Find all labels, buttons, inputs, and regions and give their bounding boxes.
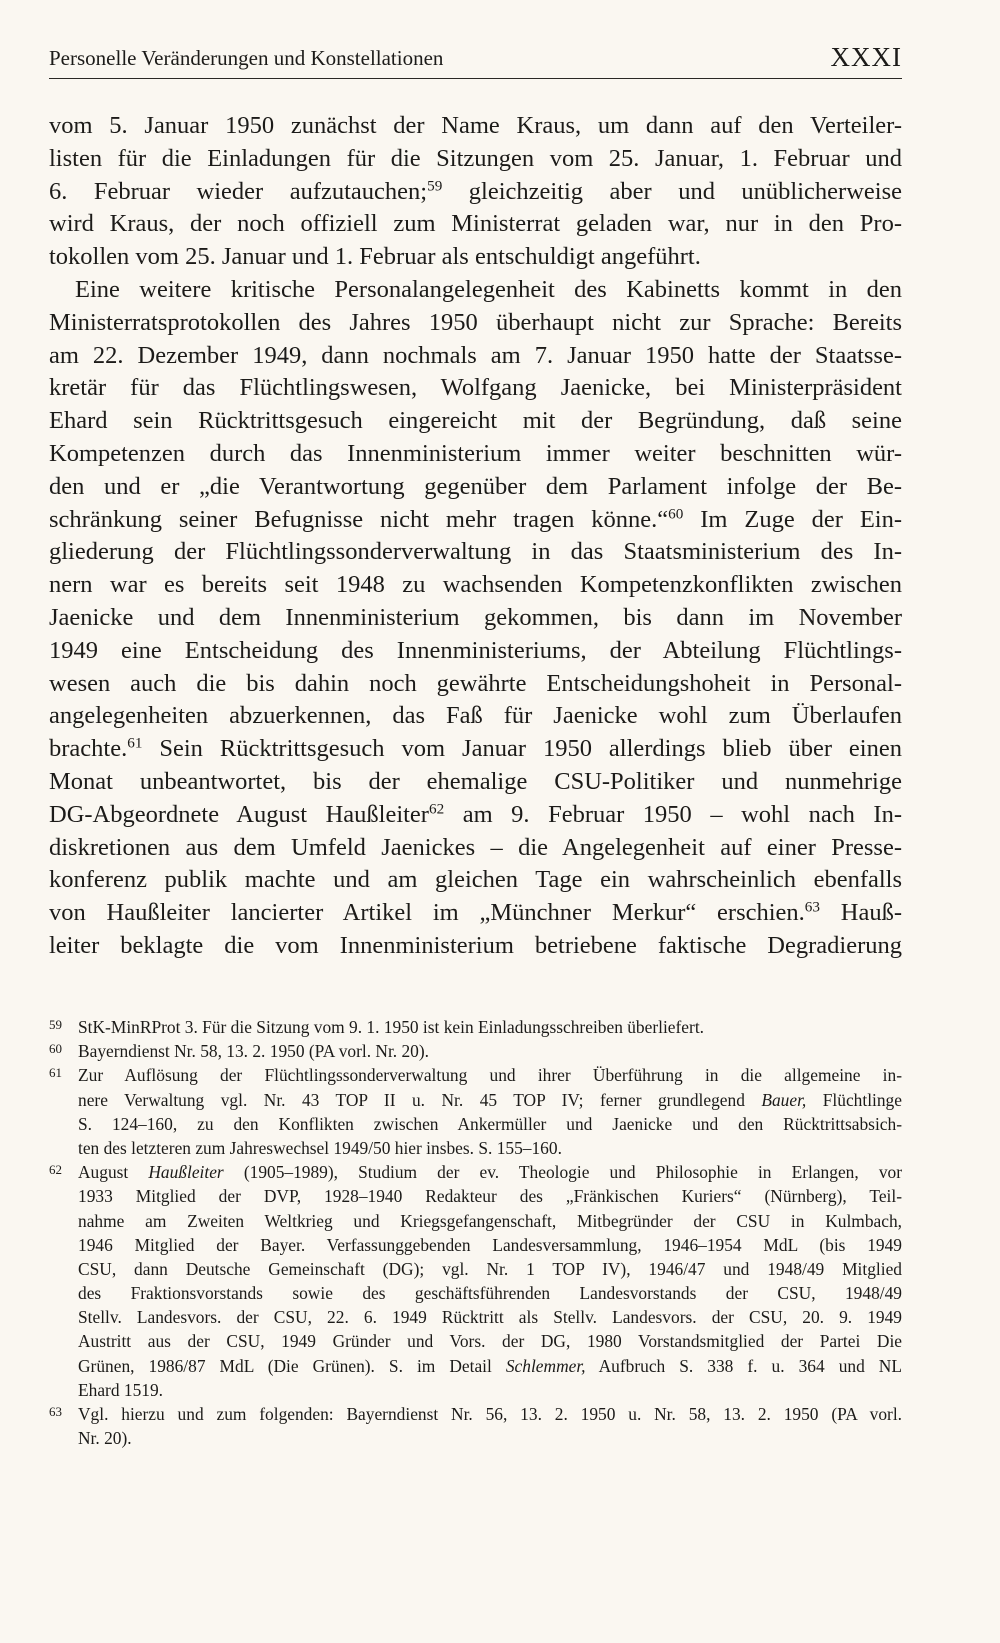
- text-line: von Haußleiter lancierter Artikel im „Münchner Merkur“ erschien.$^{63}$ Hauß-: [49, 898, 902, 927]
- text-line: Ehard sein Rücktrittsgesuch eingereicht mit der Begründung, daß seine: [49, 407, 902, 435]
- person-name: Haußleiter: [148, 1162, 224, 1183]
- text-line: leiter beklagte die vom Innenministerium betriebene faktische Degradierung: [49, 931, 902, 959]
- footnote-ref[interactable]: 60: [668, 505, 684, 523]
- footnote-number: 63: [49, 1404, 62, 1419]
- text-line: kretär für das Flüchtlingswesen, Wolfgang Jaenicke, bei Ministerpräsident: [49, 374, 902, 402]
- text-line: DG-Abgeordnete August Haußleiter$^{62}$ am 9. Februar 1950 – wohl nach In-: [49, 800, 902, 828]
- footnote-61: 61 Zur Auflösung der Flüchtlingssonderverwaltung und ihrer Überführung in die allgemeine in- nere Verwaltung vgl. Nr. 43 TOP II u. Nr. 45 TOP IV; ferner grundlegend Bauer, Flüchtlinge S. 124–160, zu den Konflikten zwischen Ankermüller und Jaenicke und den Rücktrittsabsich- ten des letzteren zum Jahreswechsel 1949/50 hier insbes. S. 155–160.: [49, 1063, 902, 1160]
- author-name: Schlemmer,: [505, 1355, 586, 1376]
- text-line: vom 5. Januar 1950 zunächst der Name Kraus, um dann auf den Verteiler-: [49, 112, 902, 139]
- footnote-62: 62 August Haußleiter (1905–1989), Studium der ev. Theologie und Philosophie in Erlangen, vor 1933 Mitglied der DVP, 1928–1940 Redakteur des „Fränkischen Kuriers“ (Nürnberg), Teil- nahme am Zweiten Weltkrieg und Kriegsgefangenschaft, Mitbegründer der CSU in Kulmbach, 1946 Mitglied der Bayer. Verfassunggebenden Landesversammlung, 1946–1954 MdL (bis 1949 CSU, dann Deutsche Gemeinschaft (DG); vgl. Nr. 1 TOP IV), 1946/47 und 1948/49 Mitglied des Fraktionsvorstands sowie des geschäftsführenden Landesvorstands der CSU, 1948/49 Stellv. Landesvors. der CSU, 22. 6. 1949 Rücktritt als Stellv. Landesvors. der CSU, 20. 9. 1949 Austritt aus der CSU, 1949 Gründer und Vors. der DG, 1980 Vorstandsmitglied der Partei Die Grünen, 1986/87 MdL (Die Grünen). S. im Detail Schlemmer, Aufbruch S. 338 f. u. 364 und NL Ehard 1519.: [49, 1160, 902, 1402]
- text-line: listen für die Einladungen für die Sitzungen vom 25. Januar, 1. Februar und: [49, 144, 902, 172]
- text-line: Monat unbeantwortet, bis der ehemalige CSU-Politiker und nunmehrige: [49, 767, 902, 795]
- running-title: Personelle Veränderungen und Konstellationen: [49, 46, 444, 70]
- footnote-number: 61: [49, 1065, 62, 1081]
- footnote-ref[interactable]: 59: [427, 177, 443, 195]
- author-name: Bauer,: [761, 1089, 807, 1110]
- page-number: XXXI: [830, 42, 902, 72]
- text-line: Ministerratsprotokollen des Jahres 1950 überhaupt nicht zur Sprache: Bereits: [49, 308, 902, 336]
- text-line: Kompetenzen durch das Innenministerium immer weiter beschnitten wür-: [49, 439, 902, 467]
- text-line: den und er „die Verantwortung gegenüber dem Parlament infolge der Be-: [49, 472, 902, 500]
- text-line: 6. Februar wieder aufzutauchen;$^{59}$ gleichzeitig aber und unüblicherweise: [49, 177, 902, 205]
- text-line: konferenz publik machte und am gleichen Tage ein wahrscheinlich ebenfalls: [49, 866, 902, 894]
- text-line: 1949 eine Entscheidung des Innenministeriums, der Abteilung Flüchtlings-: [49, 636, 902, 664]
- body-text: [49, 110, 902, 963]
- text-line: wird Kraus, der noch offiziell zum Ministerrat geladen war, nur in den Pro-: [49, 210, 902, 238]
- text-line: diskretionen aus dem Umfeld Jaenickes – die Angelegenheit auf einer Presse-: [49, 833, 902, 861]
- text-line: schränkung seiner Befugnisse nicht mehr tragen könne.“$^{60}$ Im Zuge der Ein-: [49, 505, 902, 533]
- text-line: gliederung der Flüchtlingssonderverwaltung in das Staatsministerium des In-: [49, 538, 902, 566]
- text-line: tokollen vom 25. Januar und 1. Februar als entschuldigt angeführt.: [49, 243, 701, 271]
- footnote-number: 59: [49, 1017, 62, 1032]
- footnote-60: 60 Bayerndienst Nr. 58, 13. 2. 1950 (PA vorl. Nr. 20).: [49, 1039, 902, 1063]
- footnote-63: 63 Vgl. hierzu und zum folgenden: Bayerndienst Nr. 56, 13. 2. 1950 u. Nr. 58, 13. 2. 1950 (PA vorl. Nr. 20).: [49, 1402, 902, 1450]
- text-line: Eine weitere kritische Personalangelegenheit des Kabinetts kommt in den: [75, 275, 902, 303]
- footnote-number: 60: [49, 1041, 62, 1057]
- text-line: brachte.$^{61}$ Sein Rücktrittsgesuch vom Januar 1950 allerdings blieb über einen: [49, 734, 902, 763]
- text-line: nern war es bereits seit 1948 zu wachsenden Kompetenzkonflikten zwischen: [49, 571, 902, 599]
- text-line: am 22. Dezember 1949, dann nochmals am 7. Januar 1950 hatte der Staatsse-: [49, 341, 902, 369]
- footnote-ref[interactable]: 63: [804, 898, 820, 916]
- text-line: wesen auch die bis dahin noch gewährte Entscheidungshoheit in Personal-: [49, 669, 902, 697]
- text-line: angelegenheiten abzuerkennen, das Faß für Jaenicke wohl zum Überlaufen: [49, 702, 902, 730]
- running-header: [49, 44, 902, 79]
- footnote-ref[interactable]: 61: [127, 734, 143, 752]
- footnote-number: 62: [49, 1162, 62, 1178]
- footnote-ref[interactable]: 62: [428, 800, 445, 818]
- footnote-59: 59 StK-MinRProt 3. Für die Sitzung vom 9. 1. 1950 ist kein Einladungsschreiben überliefert.: [49, 1015, 902, 1039]
- text-line: Jaenicke und dem Innenministerium gekommen, bis dann im November: [49, 603, 902, 631]
- footnotes: [49, 1015, 902, 1450]
